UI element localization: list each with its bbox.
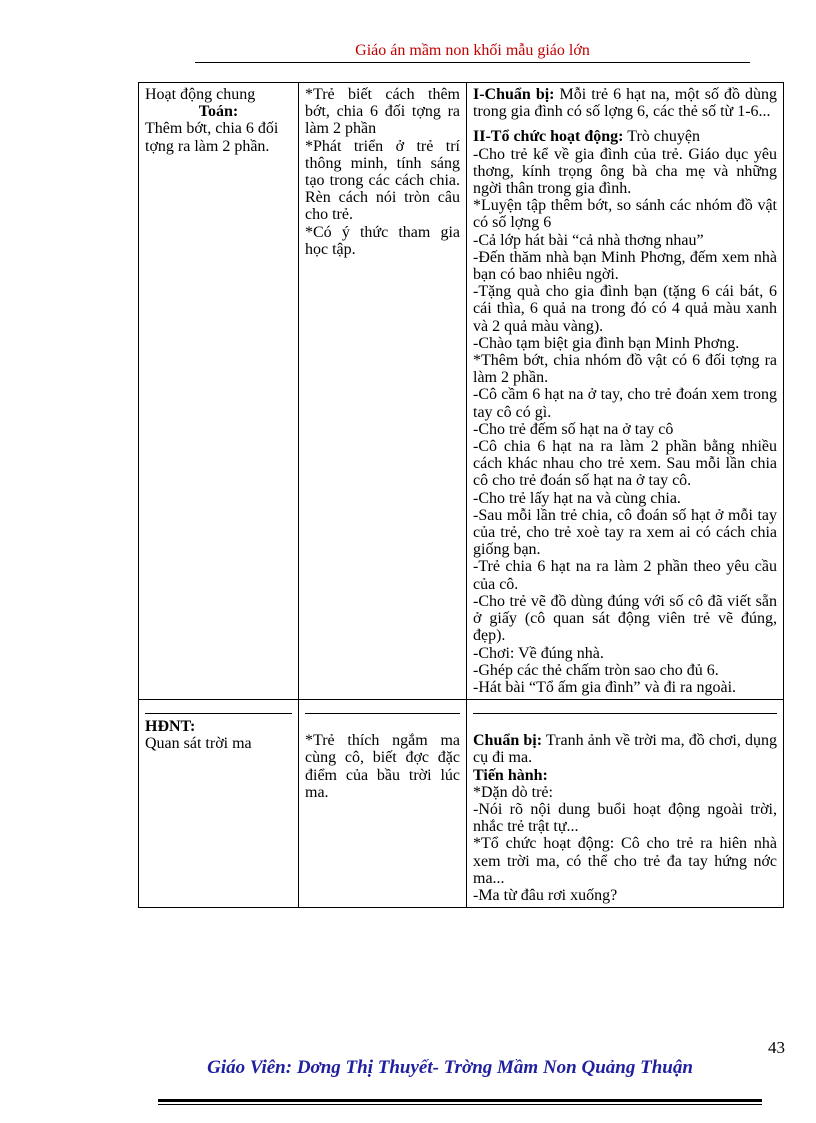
section-divider — [305, 713, 460, 714]
outdoor-objectives-cell — [299, 700, 467, 908]
table-row — [139, 83, 784, 700]
procedure-line: -Cho trẻ vẽ đồ dùng đúng với số cô đã viết sẵn ở giấy (cô quan sát động viên trẻ vẽ đúng, đẹp). — [473, 592, 777, 645]
procedure-line: -Cho trẻ đếm số hạt na ở tay cô — [473, 420, 674, 438]
outdoor-activity-cell — [139, 700, 299, 908]
section-divider — [473, 713, 777, 714]
objective-item: *Trẻ thích ngắm ma cùng cô, biết đợc đặc điểm của bầu trời lúc ma. — [305, 732, 460, 801]
activity-type: Hoạt động chung — [145, 86, 256, 103]
procedure-line: -Sau mỗi lần trẻ chia, cô đoán số hạt ở mỗi tay của trẻ, cho trẻ xoè tay ra xem ai có cách chia giống bạn. — [473, 506, 777, 559]
procedure-line: -Hát bài “Tổ ấm gia đình” và đi ra ngoài. — [473, 678, 737, 696]
procedure-line: -Cho trẻ kể về gia đình của trẻ. Giáo dục yêu thơng, kính trọng ông bà cha mẹ và những ngời thân trong gia đình. — [473, 145, 777, 198]
footer-rule-thick — [158, 1099, 762, 1102]
header-divider — [195, 62, 750, 63]
procedure-line: *Thêm bớt, chia nhóm đồ vật có 6 đối tợng ra làm 2 phần. — [473, 352, 777, 387]
procedure-line: *Tổ chức hoạt động: Cô cho trẻ ra hiên nhà xem trời ma, có thể cho trẻ đa tay hứng nớc ma... — [473, 835, 777, 887]
lesson-plan-table — [138, 82, 784, 908]
footer-teacher-school: Giáo Viên: Dơng Thị Thuyết- Trờng Mầm Non Quảng Thuận — [207, 1057, 693, 1078]
procedure-line: -Nói rõ nội dung buổi hoạt động ngoài trời, nhắc trẻ trật tự... — [473, 800, 777, 836]
procedure-line: -Cô chia 6 hạt na ra làm 2 phần bằng nhiều cách khác nhau cho trẻ xem. Sau mỗi lần chia cô cho trẻ đoán số hạt na ở tay cô. — [473, 438, 777, 490]
preparation-text: Mỗi trẻ 6 hạt na, một số đồ dùng trong gia đình có số lợng 6, các thẻ số từ 1-6... — [473, 86, 777, 121]
procedure-line: *Luyện tập thêm bớt, so sánh các nhóm đồ vật có số lợng 6 — [473, 197, 777, 232]
preparation-paragraph — [473, 86, 777, 120]
procedure-line: -Cô cầm 6 hạt na ở tay, cho trẻ đoán xem trong tay cô có gì. — [473, 386, 777, 421]
procedure-line: -Ma từ đâu rơi xuống? — [473, 886, 618, 904]
section-divider — [145, 713, 292, 714]
outdoor-topic: Quan sát trời ma — [145, 735, 252, 753]
objective-item: *Có ý thức tham gia học tập. — [305, 223, 460, 258]
objectives-cell — [299, 83, 467, 700]
procedure-line: -Cho trẻ lấy hạt na và cùng chia. — [473, 489, 681, 507]
procedure-line: -Ghép các thẻ chấm tròn sao cho đủ 6. — [473, 661, 719, 679]
table-row — [139, 700, 784, 908]
page-number: 43 — [768, 1038, 785, 1057]
activity-cell — [139, 83, 299, 700]
procedure-line: -Trẻ chia 6 hạt na ra làm 2 phần theo yêu cầu của cô. — [473, 558, 777, 593]
preparation-label: Chuẩn bị: — [473, 732, 543, 750]
objective-item: *Phát triển ở trẻ trí thông minh, tính sáng tạo trong các cách chia. Rèn cách nói tròn câu cho trẻ. — [305, 137, 460, 224]
preparation-label: I-Chuẩn bị: — [473, 86, 555, 103]
organization-paragraph — [473, 128, 777, 145]
lesson-topic: Thêm bớt, chia 6 đối tợng ra làm 2 phần. — [145, 120, 279, 155]
footer-rule-thin — [158, 1104, 762, 1105]
preparation-text: Tranh ảnh về trời ma, đồ chơi, dụng cụ đi ma. — [473, 732, 778, 767]
procedure-label: Tiến hành: — [473, 766, 548, 784]
procedure-cell — [467, 83, 784, 700]
procedure-line: -Cả lớp hát bài “cả nhà thơng nhau” — [473, 231, 704, 249]
outdoor-procedure-cell — [467, 700, 784, 908]
subject-label: Toán: — [198, 103, 239, 121]
organization-text: Trò chuyện — [623, 128, 700, 146]
outdoor-label: HĐNT: — [145, 718, 196, 736]
outdoor-preparation — [473, 732, 777, 766]
objective-item: *Trẻ biết cách thêm bớt, chia 6 đối tợng ra làm 2 phần — [305, 86, 460, 138]
page-header-title: Giáo án mầm non khối mẫu giáo lớn — [355, 42, 590, 59]
organization-label: II-Tổ chức hoạt động: — [473, 128, 624, 146]
procedure-line: *Dặn dò trẻ: — [473, 783, 553, 801]
procedure-line: -Tặng quà cho gia đình bạn (tặng 6 cái bát, 6 cái thìa, 6 quả na trong đó có 4 quả màu xanh và 2 quả màu vàng). — [473, 283, 777, 335]
procedure-line: -Chơi: Về đúng nhà. — [473, 644, 604, 662]
procedure-line: -Đến thăm nhà bạn Minh Phơng, đếm xem nhà bạn có bao nhiêu ngời. — [473, 248, 777, 284]
procedure-line: -Chào tạm biệt gia đình bạn Minh Phơng. — [473, 334, 740, 352]
